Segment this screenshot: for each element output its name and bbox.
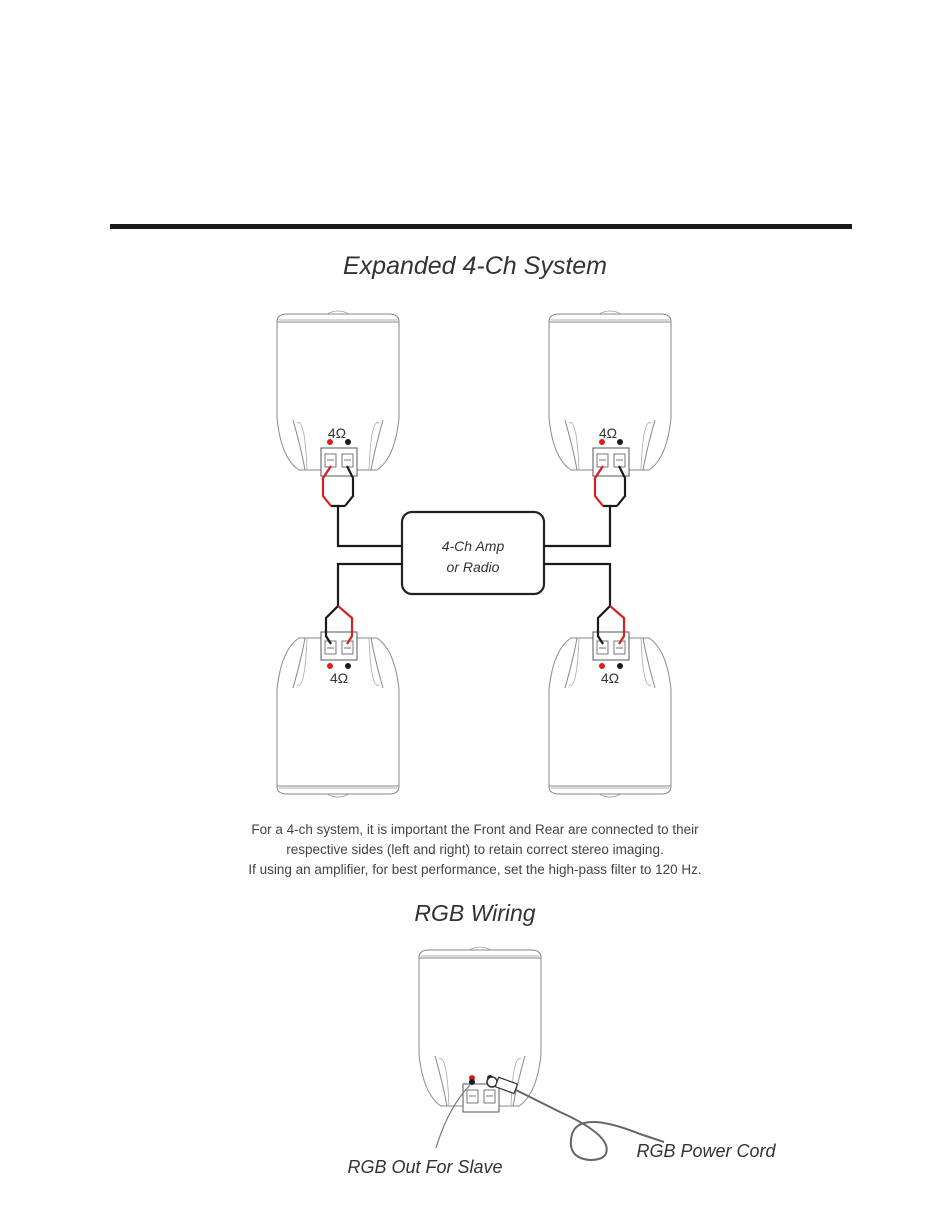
speaker-front-left <box>277 311 399 476</box>
speaker-rear-left <box>277 632 399 797</box>
description-line-1: For a 4-ch system, it is important the Front and Rear are connected to their <box>251 822 699 837</box>
system-description <box>150 820 800 880</box>
impedance-label-fl: 4Ω <box>327 425 347 441</box>
speaker-rgb <box>419 947 541 1112</box>
description-line-3: If using an amplifier, for best performance, set the high-pass filter to 120 Hz. <box>248 862 702 877</box>
impedance-label-rr: 4Ω <box>600 670 620 686</box>
rgb-wiring-heading: RGB Wiring <box>414 900 536 926</box>
speaker-front-right <box>549 311 671 476</box>
speaker-rear-right <box>549 632 671 797</box>
rgb-out-label: RGB Out For Slave <box>347 1157 503 1177</box>
impedance-label-fr: 4Ω <box>598 425 618 441</box>
amp-label-line2: or Radio <box>446 559 500 575</box>
rgb-power-label: RGB Power Cord <box>636 1141 776 1161</box>
amp-label-line1: 4-Ch Amp <box>441 538 505 554</box>
amp-box <box>402 512 544 594</box>
description-line-2: respective sides (left and right) to retain correct stereo imaging. <box>286 842 664 857</box>
wire-front-right <box>544 466 625 546</box>
expanded-system-heading: Expanded 4-Ch System <box>342 252 608 280</box>
wire-front-left <box>323 466 402 546</box>
impedance-label-rl: 4Ω <box>329 670 349 686</box>
